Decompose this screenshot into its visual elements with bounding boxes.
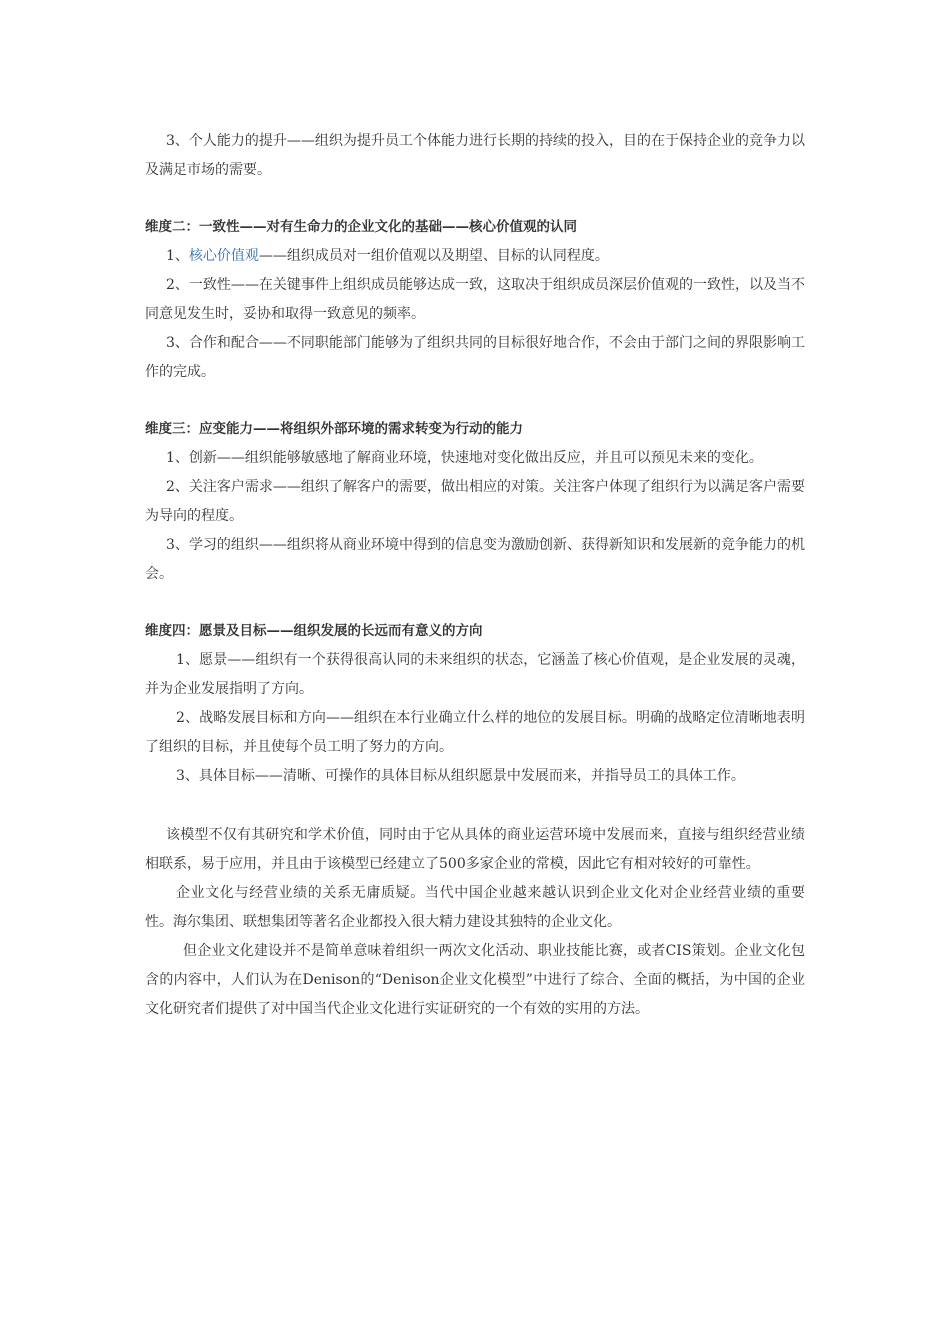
dim4-heading: 维度四：愿景及目标——组织发展的长远而有意义的方向 — [145, 623, 483, 639]
spacer — [145, 185, 805, 213]
conclusion-para2: 企业文化与经营业绩的关系无庸质疑。当代中国企业越来越认识到企业文化对企业经营业绩的重要性。海尔集团、联想集团等著名企业都投入很大精力建设其独特的企业文化。 — [145, 885, 805, 930]
core-values-link[interactable]: 核心价值观 — [188, 248, 259, 264]
document-page — [145, 127, 805, 1024]
dim4-item3: 3、具体目标——清晰、可操作的具体目标从组织愿景中发展而来，并指导员工的具体工作。 — [176, 768, 745, 784]
dim3-item3: 3、学习的组织——组织将从商业环境中得到的信息变为激励创新、获得新知识和发展新的竞争能力的机会。 — [145, 537, 805, 582]
dim4-item2: 2、战略发展目标和方向——组织在本行业确立什么样的地位的发展目标。明确的战略定位清晰地表明了组织的目标，并且使每个员工明了努力的方向。 — [145, 710, 805, 755]
spacer — [145, 387, 805, 415]
dim3-item1: 1、创新——组织能够敏感地了解商业环境，快速地对变化做出反应，并且可以预见未来的变化。 — [166, 450, 763, 466]
dim2-item1-rest: ——组织成员对一组价值观以及期望、目标的认同程度。 — [258, 248, 609, 264]
spacer — [145, 589, 805, 617]
dim2-item1 — [145, 242, 805, 271]
dim2-item1-prefix: 1、 — [166, 248, 189, 264]
spacer — [145, 791, 805, 821]
dim3-item2: 2、关注客户需求——组织了解客户的需要，做出相应的对策。关注客户体现了组织行为以满足客户需要为导向的程度。 — [145, 479, 805, 524]
dim4-item1: 1、愿景——组织有一个获得很高认同的未来组织的状态，它涵盖了核心价值观，是企业发展的灵魂，并为企业发展指明了方向。 — [145, 652, 805, 697]
dim1-item3: 3、个人能力的提升——组织为提升员工个体能力进行长期的持续的投入，目的在于保持企业的竞争力以及满足市场的需要。 — [145, 133, 805, 178]
dim2-heading: 维度二：一致性——对有生命力的企业文化的基础——核心价值观的认同 — [145, 219, 577, 235]
conclusion-para3: 但企业文化建设并不是简单意味着组织一两次文化活动、职业技能比赛，或者CIS策划。企业文化包含的内容中，人们认为在Denison的“Denison企业文化模型”中进行了综合、全面的概括，为中国的企业文化研究者们提供了对中国当代企业文化进行实证研究的一个有效的实用的方法。 — [145, 943, 805, 1017]
conclusion-para1: 该模型不仅有其研究和学术价值，同时由于它从具体的商业运营环境中发展而来，直接与组织经营业绩相联系，易于应用，并且由于该模型已经建立了500多家企业的常模，因此它有相对较好的可靠性。 — [145, 827, 805, 872]
dim3-heading: 维度三：应变能力——将组织外部环境的需求转变为行动的能力 — [145, 421, 523, 437]
dim2-item2: 2、一致性——在关键事件上组织成员能够达成一致，这取决于组织成员深层价值观的一致性，以及当不同意见发生时，妥协和取得一致意见的频率。 — [145, 277, 805, 322]
dim2-item3: 3、合作和配合——不同职能部门能够为了组织共同的目标很好地合作，不会由于部门之间的界限影响工作的完成。 — [145, 335, 805, 380]
